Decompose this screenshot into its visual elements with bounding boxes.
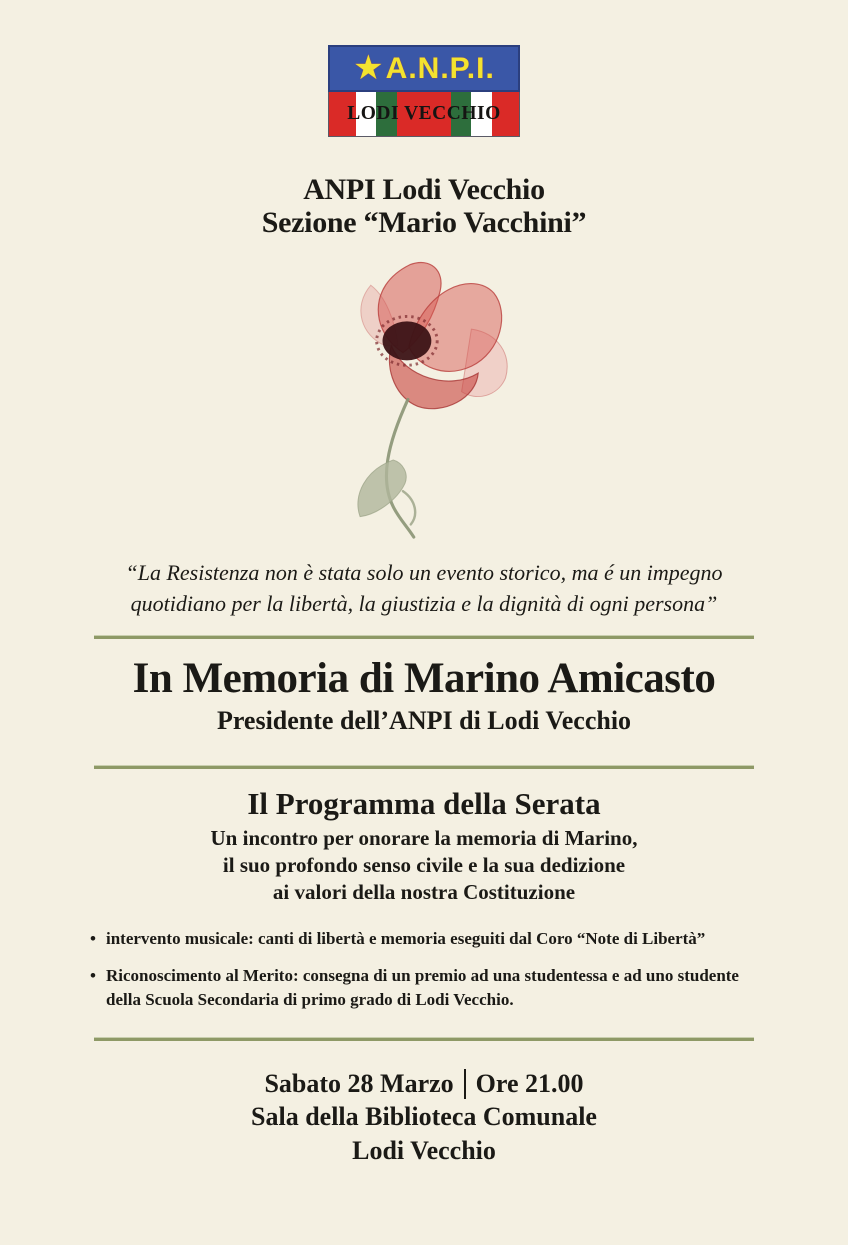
divider [94,766,754,769]
star-icon: ★ [353,49,384,87]
quote-line2: quotidiano per la libertà, la giustizia e la dignità di ogni persona” [130,590,718,616]
event-time: Ore 21.00 [475,1069,584,1098]
memorial-poster [0,45,848,1245]
date-time-separator [464,1069,466,1099]
program-intro [0,825,848,907]
anpi-logo-banner [328,92,520,137]
list-item [90,964,758,1012]
program-heading: Il Programma della Serata [247,785,601,821]
memorial-subtitle: Presidente dell’ANPI di Lodi Vecchio [216,706,632,736]
bullet-text-award: Riconoscimento al Merito: consegna di un premio ad una studentessa e ad uno studente della Scuola Secondaria di primo grado di Lodi Vecchio. [106,966,739,1010]
anpi-acronym: A.N.P.I. [385,51,495,85]
event-venue: Sala della Biblioteca Comunale [251,1102,597,1132]
event-city: Lodi Vecchio [352,1135,496,1165]
event-date: Sabato 28 Marzo [264,1069,454,1098]
section-name [0,173,848,239]
resistance-quote [0,558,848,620]
divider [94,1038,754,1041]
program-intro-line3: ai valori della nostra Costituzione [272,880,576,905]
program-intro-line1: Un incontro per onorare la memoria di Marino, [210,825,638,850]
bullet-text-music: intervento musicale: canti di libertà e memoria eseguiti dal Coro “Note di Libertà” [106,928,706,948]
quote-line1: “La Resistenza non è stata solo un evento storico, ma é un impegno [125,560,723,585]
memorial-title: In Memoria di Marino Amicasto [132,654,716,702]
program-intro-line2: il suo profondo senso civile e la sua dedizione [222,853,626,878]
section-name-line1: ANPI Lodi Vecchio [303,173,545,206]
anpi-logo-flag [328,45,520,92]
list-item [90,927,758,951]
anpi-logo [328,45,520,137]
poppy-illustration [0,253,848,546]
event-info [0,1067,848,1167]
program-bullet-list [90,927,758,1012]
logo-banner-label: LODI VECCHIO [347,103,501,124]
divider [94,636,754,639]
section-name-line2: Sezione “Mario Vacchini” [261,206,587,239]
bullet-icon: • [90,928,96,948]
bullet-icon: • [90,966,96,986]
event-datetime [0,1067,848,1100]
